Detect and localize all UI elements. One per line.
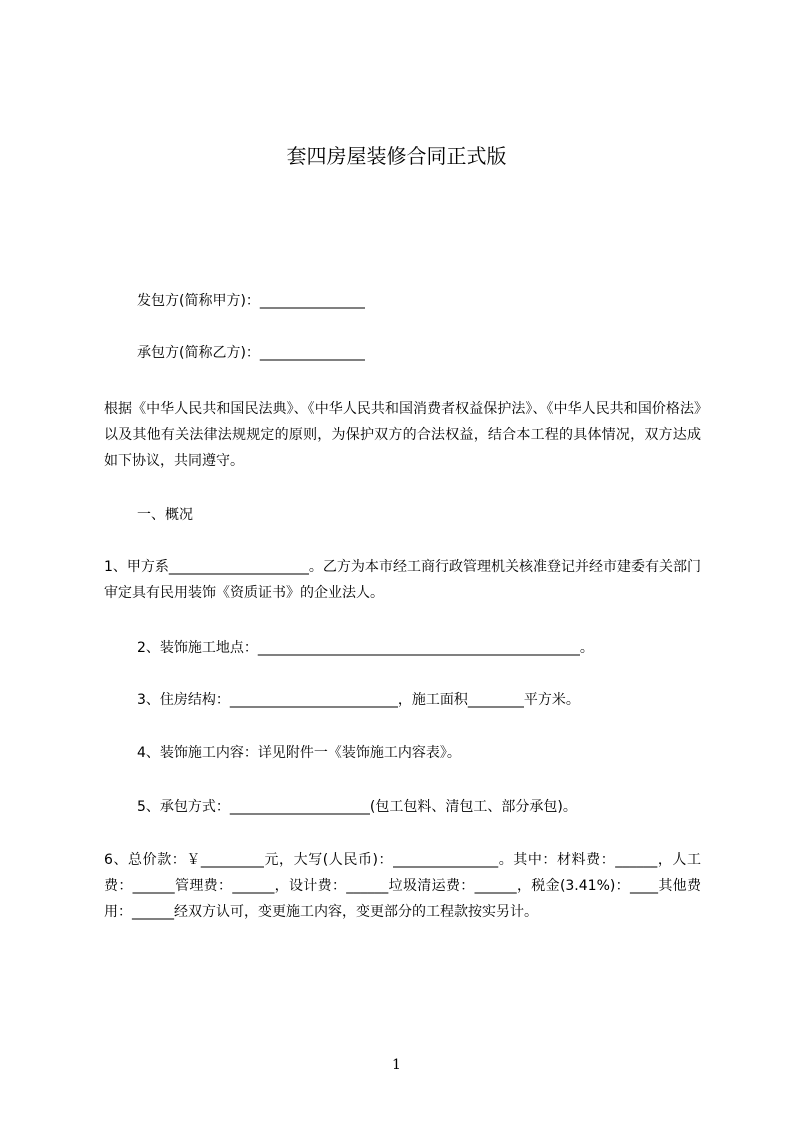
preamble-text: 根据《中华人民共和国民法典》、《中华人民共和国消费者权益保护法》、《中华人民共和国价格法》以及其他有关法律法规规定的原则，为保护双方的合法权益，结合本工程的具体情况，双方达成如下协议，共同遵守。 <box>104 401 701 469</box>
party-a-line: 发包方(简称甲方)：_______________ <box>137 293 365 309</box>
party-b-line: 承包方(简称乙方)：_______________ <box>137 345 365 361</box>
item-1-paragraph <box>104 554 701 606</box>
item-5-line: 5、承包方式：____________________(包工包料、清包工、部分承包)。 <box>137 799 577 815</box>
item-6-text: 6、总价款：￥_________元，大写(人民币)：_______________。其中：材料费：______，人工费：______管理费：______，设计费：______垃圾清运费：______，税金(3.41%)：____其他费用：______经双方认可，变更施工内容，变更部分的工程款按实另计。 <box>104 852 701 920</box>
item-1-text: 1、甲方系____________________。乙方为本市经工商行政管理机关核准登记并经市建委有关部门审定具有民用装饰《资质证书》的企业法人。 <box>104 559 701 601</box>
section-1-heading: 一、概况 <box>137 507 193 523</box>
item-6-paragraph <box>104 847 701 951</box>
page-number: 1 <box>392 1057 401 1073</box>
document-title: 套四房屋装修合同正式版 <box>286 144 507 168</box>
preamble-paragraph <box>104 396 701 474</box>
item-4-line: 4、装饰施工内容：详见附件一《装饰施工内容表》。 <box>137 745 461 761</box>
item-2-line: 2、装饰施工地点：______________________________________________。 <box>137 640 594 656</box>
item-3-line: 3、住房结构：________________________，施工面积________平方米。 <box>137 692 580 708</box>
